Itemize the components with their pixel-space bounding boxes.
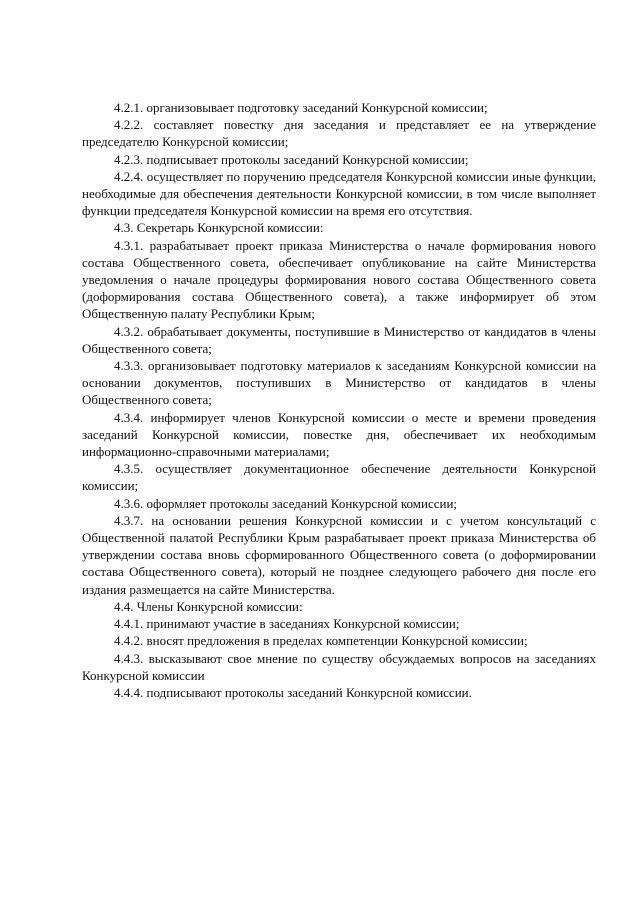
paragraph-4-3: 4.3. Секретарь Конкурсной комиссии:: [114, 220, 324, 236]
paragraph-4-3-3: 4.3.3. организовывает подготовку материалов к заседаниям Конкурсной комиссии на основании документов, поступивших в Министерство от кандидатов в члены Общественного совета;: [82, 358, 596, 408]
paragraph-4-4-4: 4.4.4. подписывают протоколы заседаний Конкурсной комиссии.: [114, 684, 472, 700]
paragraph-4-4-3: 4.4.3. высказывают свое мнение по существу обсуждаемых вопросов на заседаниях Конкурсной комиссии: [82, 650, 596, 683]
paragraph-4-3-6: 4.3.6. оформляет протоколы заседаний Конкурсной комиссии;: [114, 495, 458, 511]
paragraph-4-4-1: 4.4.1. принимают участие в заседаниях Конкурсной комиссии;: [114, 616, 460, 632]
paragraph-4-3-4: 4.3.4. информирует членов Конкурсной комиссии о месте и времени проведения заседаний Конкурсной комиссии, повестке дня, обеспечивает их необходимым информационно-справочными материалами;: [82, 409, 596, 460]
paragraph-4-3-1: 4.3.1. разрабатывает проект приказа Министерства о начале формирования нового состава Общественного совета, обеспечивает опубликование на сайте Министерства уведомления о начале процедуры формирования нового состава Общественного совета (доформирования состава Общественного совета), а также информирует об этом Общественную палату Республики Крым;: [82, 237, 596, 322]
paragraph-4-4: 4.4. Члены Конкурсной комиссии:: [114, 598, 303, 614]
paragraph-4-3-7: 4.3.7. на основании решения Конкурсной комиссии и с учетом консультаций с Общественной палатой Республики Крым разрабатывает проект приказа Министерства об утверждении состава вновь сформированного Общественного совета (о доформировании состава Общественного совета), который не позднее следующего рабочего дня после его издания размещается на сайте Министерства.: [82, 512, 596, 597]
document-body: [82, 99, 596, 701]
paragraph-4-4-2: 4.4.2. вносят предложения в пределах компетенции Конкурсной комиссии;: [114, 633, 528, 649]
paragraph-4-3-2: 4.3.2. обрабатывает документы, поступившие в Министерство от кандидатов в члены Общественного совета;: [82, 323, 596, 356]
paragraph-4-2-2: 4.2.2. составляет повестку дня заседания и представляет ее на утверждение председателю Конкурсной комиссии;: [82, 117, 596, 150]
paragraph-4-2-3: 4.2.3. подписывает протоколы заседаний Конкурсной комиссии;: [114, 151, 469, 167]
paragraph-4-2-4: 4.2.4. осуществляет по поручению председателя Конкурсной комиссии иные функции, необходимые для обеспечения деятельности Конкурсной комиссии, в том числе выполняет функции председателя Конкурсной комиссии на время его отсутствия.: [82, 168, 596, 219]
paragraph-4-2-1: 4.2.1. организовывает подготовку заседаний Конкурсной комиссии;: [114, 100, 488, 115]
paragraph-4-3-5: 4.3.5. осуществляет документационное обеспечение деятельности Конкурсной комиссии;: [82, 461, 596, 494]
